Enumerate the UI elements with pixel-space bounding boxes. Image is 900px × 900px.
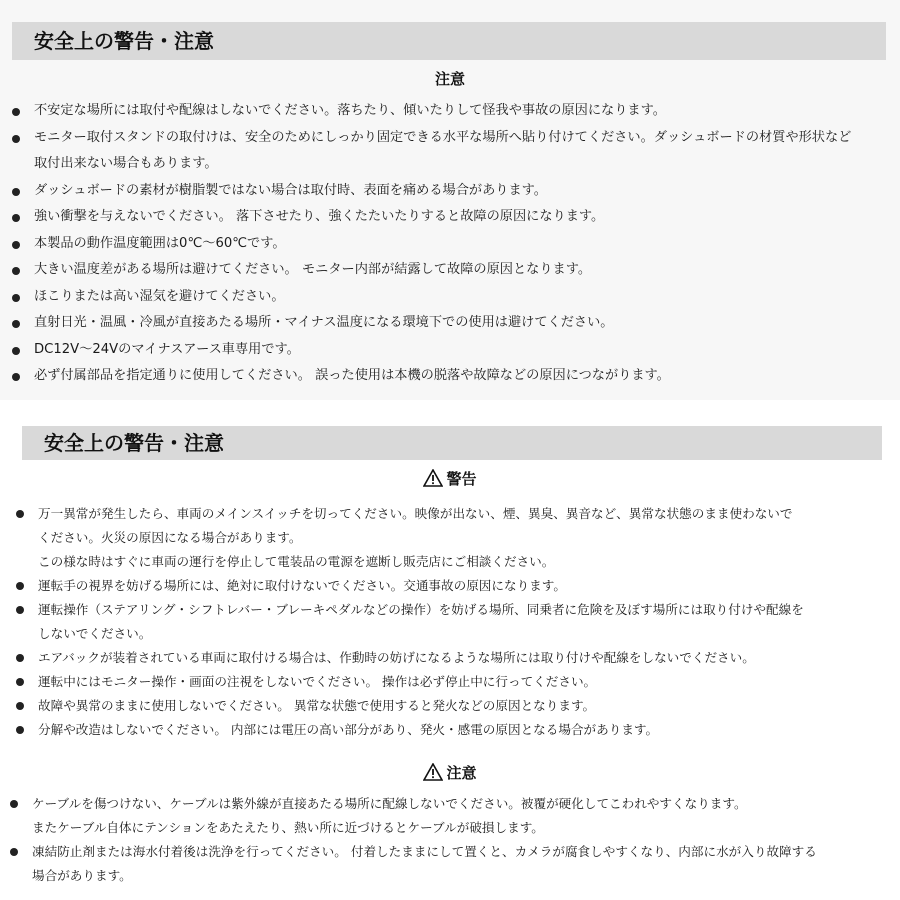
list-item — [38, 670, 804, 694]
list-item — [34, 337, 851, 364]
bullet-icon — [12, 188, 20, 196]
caution-list — [34, 98, 851, 390]
warning-triangle-icon — [423, 763, 443, 785]
list-item — [34, 284, 851, 311]
item-text: 本製品の動作温度範囲は0℃～60℃です。 — [34, 235, 286, 251]
list-item — [38, 718, 804, 742]
list-item — [34, 204, 851, 231]
item-text: 取付出来ない場合もあります。 — [34, 156, 218, 171]
list-item — [34, 310, 851, 337]
bullet-icon — [10, 800, 18, 808]
list-item — [34, 98, 851, 125]
list-item — [34, 363, 851, 390]
list-item — [38, 598, 804, 646]
item-text: 必ず付属部品を指定通りに使用してください。 誤った使用は本機の脱落や故障などの原因につながります。 — [34, 368, 670, 383]
list-item — [32, 840, 817, 888]
item-text: 場合があります。 — [32, 868, 132, 883]
safety-header: 安全上の警告・注意 — [12, 22, 886, 60]
item-text: エアバックが装着されている車両に取付ける場合は、作動時の妨げになるような場所には取り付けや配線をしないでください。 — [38, 650, 755, 665]
bullet-icon — [16, 510, 24, 518]
bullet-icon — [10, 848, 18, 856]
bullet-icon — [16, 582, 24, 590]
item-text: 運転手の視界を妨げる場所には、絶対に取付けないでください。交通事故の原因になります。 — [38, 578, 566, 593]
list-item — [38, 574, 804, 598]
warning-title: 警告 — [446, 470, 477, 488]
bullet-icon — [16, 702, 24, 710]
list-item — [34, 125, 851, 178]
item-text: ください。火災の原因になる場合があります。 — [38, 530, 302, 545]
warning-list — [38, 502, 804, 742]
safety-header: 安全上の警告・注意 — [22, 426, 882, 460]
list-item — [32, 792, 817, 840]
list-item — [38, 502, 804, 574]
item-text: 分解や改造はしないでください。 内部には電圧の高い部分があり、発火・感電の原因となる場合があります。 — [38, 722, 659, 737]
top-notice-panel — [0, 0, 900, 400]
bullet-icon — [12, 294, 20, 302]
item-text: 凍結防止剤または海水付着後は洗浄を行ってください。 付着したままにして置くと、カメラが腐食しやすくなり、内部に水が入り故障する — [32, 844, 817, 859]
item-text: ケーブルを傷つけない、ケーブルは紫外線が直接あたる場所に配線しないでください。被覆が硬化してこわれやすくなります。 — [32, 796, 747, 811]
item-text: 不安定な場所には取付や配線はしないでください。落ちたり、傾いたりして怪我や事故の原因になります。 — [34, 103, 666, 118]
item-text: しないでください。 — [38, 626, 152, 641]
item-text: 強い衝撃を与えないでください。 落下させたり、強くたたいたりすると故障の原因になります。 — [34, 209, 605, 224]
item-text: DC12V～24Vのマイナスアース車専用です。 — [34, 341, 300, 357]
item-text: ほこりまたは高い湿気を避けてください。 — [34, 288, 285, 304]
item-text: 万一異常が発生したら、車両のメインスイッチを切ってください。映像が出ない、煙、異臭、異音など、異常な状態のまま使わないで — [38, 506, 793, 521]
bullet-icon — [16, 654, 24, 662]
item-text: モニター取付スタンドの取付けは、安全のためにしっかり固定できる水平な場所へ貼り付けてください。ダッシュボードの材質や形状など — [34, 129, 852, 145]
bullet-icon — [12, 320, 20, 328]
list-item — [38, 646, 804, 670]
caution-heading-bottom — [0, 762, 900, 785]
bullet-icon — [12, 241, 20, 249]
bullet-icon — [12, 108, 20, 116]
item-text: この様な時はすぐに車両の運行を停止して電装品の電源を遮断し販売店にご相談ください。 — [38, 554, 555, 569]
item-text: 直射日光・温風・冷風が直接あたる場所・マイナス温度になる環境下での使用は避けてください。 — [34, 315, 614, 330]
list-item — [34, 231, 851, 258]
bullet-icon — [16, 678, 24, 686]
item-text: 運転操作（ステアリング・シフトレバー・ブレーキペダルなどの操作）を妨げる場所、同乗者に危険を及ぼす場所には取り付けや配線を — [38, 602, 804, 617]
item-text: 故障や異常のままに使用しないでください。 異常な状態で使用すると発火などの原因となります。 — [38, 698, 596, 713]
bullet-icon — [12, 267, 20, 275]
bottom-notice-panel — [0, 412, 900, 900]
bullet-icon — [12, 373, 20, 381]
bullet-icon — [16, 726, 24, 734]
bullet-icon — [16, 606, 24, 614]
list-item — [34, 257, 851, 284]
warning-triangle-icon — [423, 469, 443, 491]
item-text: ダッシュボードの素材が樹脂製ではない場合は取付時、表面を痛める場合があります。 — [34, 182, 547, 198]
caution-title: 注意 — [446, 764, 477, 782]
caution-heading: 注意 — [434, 70, 465, 88]
list-item — [38, 694, 804, 718]
list-item — [34, 178, 851, 205]
bullet-icon — [12, 347, 20, 355]
bullet-icon — [12, 135, 20, 143]
item-text: 運転中にはモニター操作・画面の注視をしないでください。 操作は必ず停止中に行ってください。 — [38, 674, 597, 689]
item-text: 大きい温度差がある場所は避けてください。 モニター内部が結露して故障の原因となります。 — [34, 262, 592, 277]
warning-heading — [0, 468, 900, 491]
bullet-icon — [12, 214, 20, 222]
caution-list-bottom — [32, 792, 817, 888]
item-text: またケーブル自体にテンションをあたえたり、熱い所に近づけるとケーブルが破損します。 — [32, 820, 544, 835]
